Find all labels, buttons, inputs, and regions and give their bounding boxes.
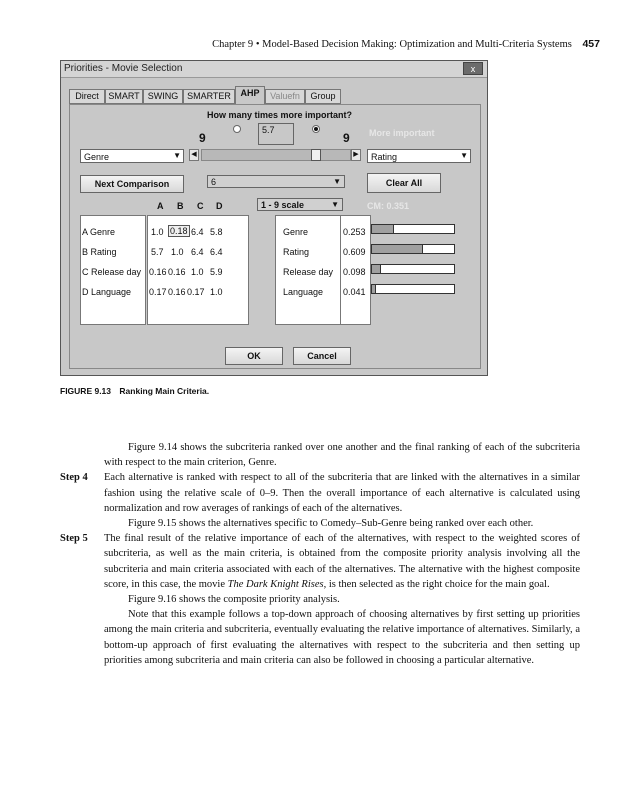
matrix-cell[interactable]: 1.0 — [191, 267, 204, 277]
weight-value: 0.098 — [343, 267, 366, 277]
paragraph-1: Figure 9.14 shows the subcriteria ranked over one another and the final ranking of each of the subcriteria with respect to the main criterion, Genre. — [104, 442, 580, 469]
row-label: A Genre — [82, 227, 116, 237]
matrix-cell-selected[interactable]: 0.18 — [170, 226, 188, 236]
ratio-field[interactable]: 5.7 — [258, 123, 294, 145]
right-criterion-select[interactable] — [367, 149, 471, 163]
tab-smart[interactable]: SMART — [105, 89, 143, 104]
question-label: How many times more important? — [207, 110, 353, 120]
paragraph-2: Figure 9.15 shows the alternatives specific to Comedy–Sub-Genre being ranked over each other. — [128, 518, 534, 530]
step-5 — [60, 531, 580, 592]
weight-value: 0.609 — [343, 247, 366, 257]
matrix-cell[interactable]: 5.8 — [210, 227, 223, 237]
consistency-measure: CM: 0.351 — [367, 201, 410, 211]
step-4-label: Step 4 — [60, 472, 88, 484]
slider-thumb[interactable] — [311, 149, 321, 161]
matrix-cell[interactable]: 5.7 — [151, 247, 164, 257]
body-text — [60, 440, 580, 668]
step-5-text-a: The final result of the relative importance of each of the alternatives, with respect to the weighted scores of subcriteria, as well as the main criteria, is obtained from the composite priority analysis involving all the subcriteria and main criteria associated with each of the alternatives. The alternative with the highest composite score, in this case, the movie — [104, 533, 580, 590]
weight-name: Rating — [283, 247, 310, 257]
matrix-cell[interactable]: 5.9 — [210, 267, 223, 277]
matrix-cell[interactable]: 1.0 — [171, 247, 184, 257]
page-number: 457 — [582, 38, 600, 50]
tab-smarter[interactable]: SMARTER — [183, 89, 235, 104]
figure-label: FIGURE 9.13 — [60, 386, 112, 396]
weight-bar — [371, 224, 455, 234]
paragraph-3: Figure 9.16 shows the composite priority analysis. — [128, 594, 340, 606]
figure-caption — [60, 386, 215, 396]
weight-name: Release day — [283, 267, 334, 277]
tab-direct[interactable]: Direct — [69, 89, 105, 104]
matrix-cell[interactable]: 0.17 — [187, 287, 205, 297]
weight-name: Language — [283, 287, 324, 297]
matrix-header-c: C — [197, 201, 204, 211]
weight-bar-fill — [372, 265, 381, 273]
slider-right-arrow-icon[interactable]: ▶ — [351, 149, 361, 161]
tab-ahp[interactable]: AHP — [235, 86, 265, 104]
slider-left-arrow-icon[interactable]: ◀ — [189, 149, 199, 161]
left-radio[interactable] — [233, 125, 241, 133]
scale-select[interactable] — [257, 198, 343, 211]
window-title: Priorities - Movie Selection — [64, 63, 183, 74]
row-label: D Language — [82, 287, 132, 297]
row-label: C Release day — [82, 267, 142, 277]
matrix-cell[interactable]: 0.16 — [168, 287, 186, 297]
ok-button[interactable]: OK — [225, 347, 283, 365]
more-important-label: More important — [369, 128, 435, 138]
right-scale-max: 9 — [343, 131, 350, 145]
matrix-header-a: A — [157, 201, 164, 211]
left-criterion-select[interactable] — [80, 149, 184, 163]
right-criterion-value: Rating — [371, 152, 398, 162]
comparison-select[interactable] — [207, 175, 345, 188]
scale-value: 1 - 9 scale — [261, 200, 305, 210]
tab-valuefn[interactable]: Valuefn — [265, 89, 305, 104]
chapter-label: Chapter 9 — [212, 39, 254, 50]
weight-name: Genre — [283, 227, 309, 237]
paragraph-4: Note that this example follows a top-down approach of choosing alternatives by first setting up priorities among the main criteria and subcriteria, eventually evaluating the relative importance of alternatives. Similarly, a bottom-up approach of first evaluating the alternatives with respect to the subcriteria and then setting up priorities among subcriteria and main criteria can also be followed in choosing a particular alternative. — [104, 609, 580, 666]
chapter-title: Model-Based Decision Making: Optimization and Multi-Criteria Systems — [262, 39, 572, 50]
priorities-window — [60, 60, 488, 376]
weight-value: 0.253 — [343, 227, 366, 237]
importance-slider[interactable] — [201, 149, 351, 161]
matrix-header-d: D — [216, 201, 223, 211]
running-head — [60, 38, 600, 50]
movie-title: The Dark Knight Rises, — [227, 578, 327, 590]
left-criterion-value: Genre — [84, 152, 110, 162]
right-radio[interactable] — [312, 125, 320, 133]
weight-bar — [371, 244, 455, 254]
matrix-cell[interactable]: 1.0 — [151, 227, 164, 237]
chevron-down-icon: ▼ — [460, 151, 468, 160]
chevron-down-icon: ▼ — [331, 200, 339, 209]
weight-bar-fill — [372, 245, 423, 253]
weight-bar-fill — [372, 285, 376, 293]
step-5-text-b: is then selected as the right choice for the main goal. — [326, 578, 550, 590]
matrix-cell[interactable]: 1.0 — [210, 287, 223, 297]
clear-all-button[interactable]: Clear All — [367, 173, 441, 193]
cancel-button[interactable]: Cancel — [293, 347, 351, 365]
chevron-down-icon: ▼ — [333, 177, 341, 186]
step-5-text — [104, 531, 580, 592]
next-comparison-button[interactable]: Next Comparison — [80, 175, 184, 193]
weight-bar — [371, 264, 455, 274]
matrix-header-b: B — [177, 201, 184, 211]
chevron-down-icon: ▼ — [173, 151, 181, 160]
close-button[interactable]: x — [463, 62, 483, 75]
step-4-text: Each alternative is ranked with respect to all of the subcriteria that are linked with the alternatives in a similar fashion using the relative scale of 0–9. Then the overall importance of each alternative is calculated using normalization and row averages of rankings of each of the alternatives. — [104, 472, 580, 514]
left-scale-max: 9 — [199, 131, 206, 145]
tab-group[interactable]: Group — [305, 89, 341, 104]
tab-swing[interactable]: SWING — [143, 89, 183, 104]
matrix-cell[interactable]: 6.4 — [210, 247, 223, 257]
step-4 — [60, 470, 580, 516]
matrix-cell[interactable]: 0.16 — [149, 267, 167, 277]
matrix-cell[interactable]: 0.16 — [168, 267, 186, 277]
matrix-cell[interactable]: 0.17 — [149, 287, 167, 297]
title-bar — [61, 61, 487, 78]
bullet: • — [255, 39, 260, 50]
figure-title: Ranking Main Criteria. — [119, 386, 210, 396]
weight-bar — [371, 284, 455, 294]
step-5-label: Step 5 — [60, 533, 88, 545]
weight-value: 0.041 — [343, 287, 366, 297]
matrix-cell[interactable]: 6.4 — [191, 247, 204, 257]
row-label: B Rating — [82, 247, 117, 257]
comparison-number: 6 — [211, 177, 217, 187]
weight-bar-fill — [372, 225, 394, 233]
matrix-cell[interactable]: 6.4 — [191, 227, 204, 237]
